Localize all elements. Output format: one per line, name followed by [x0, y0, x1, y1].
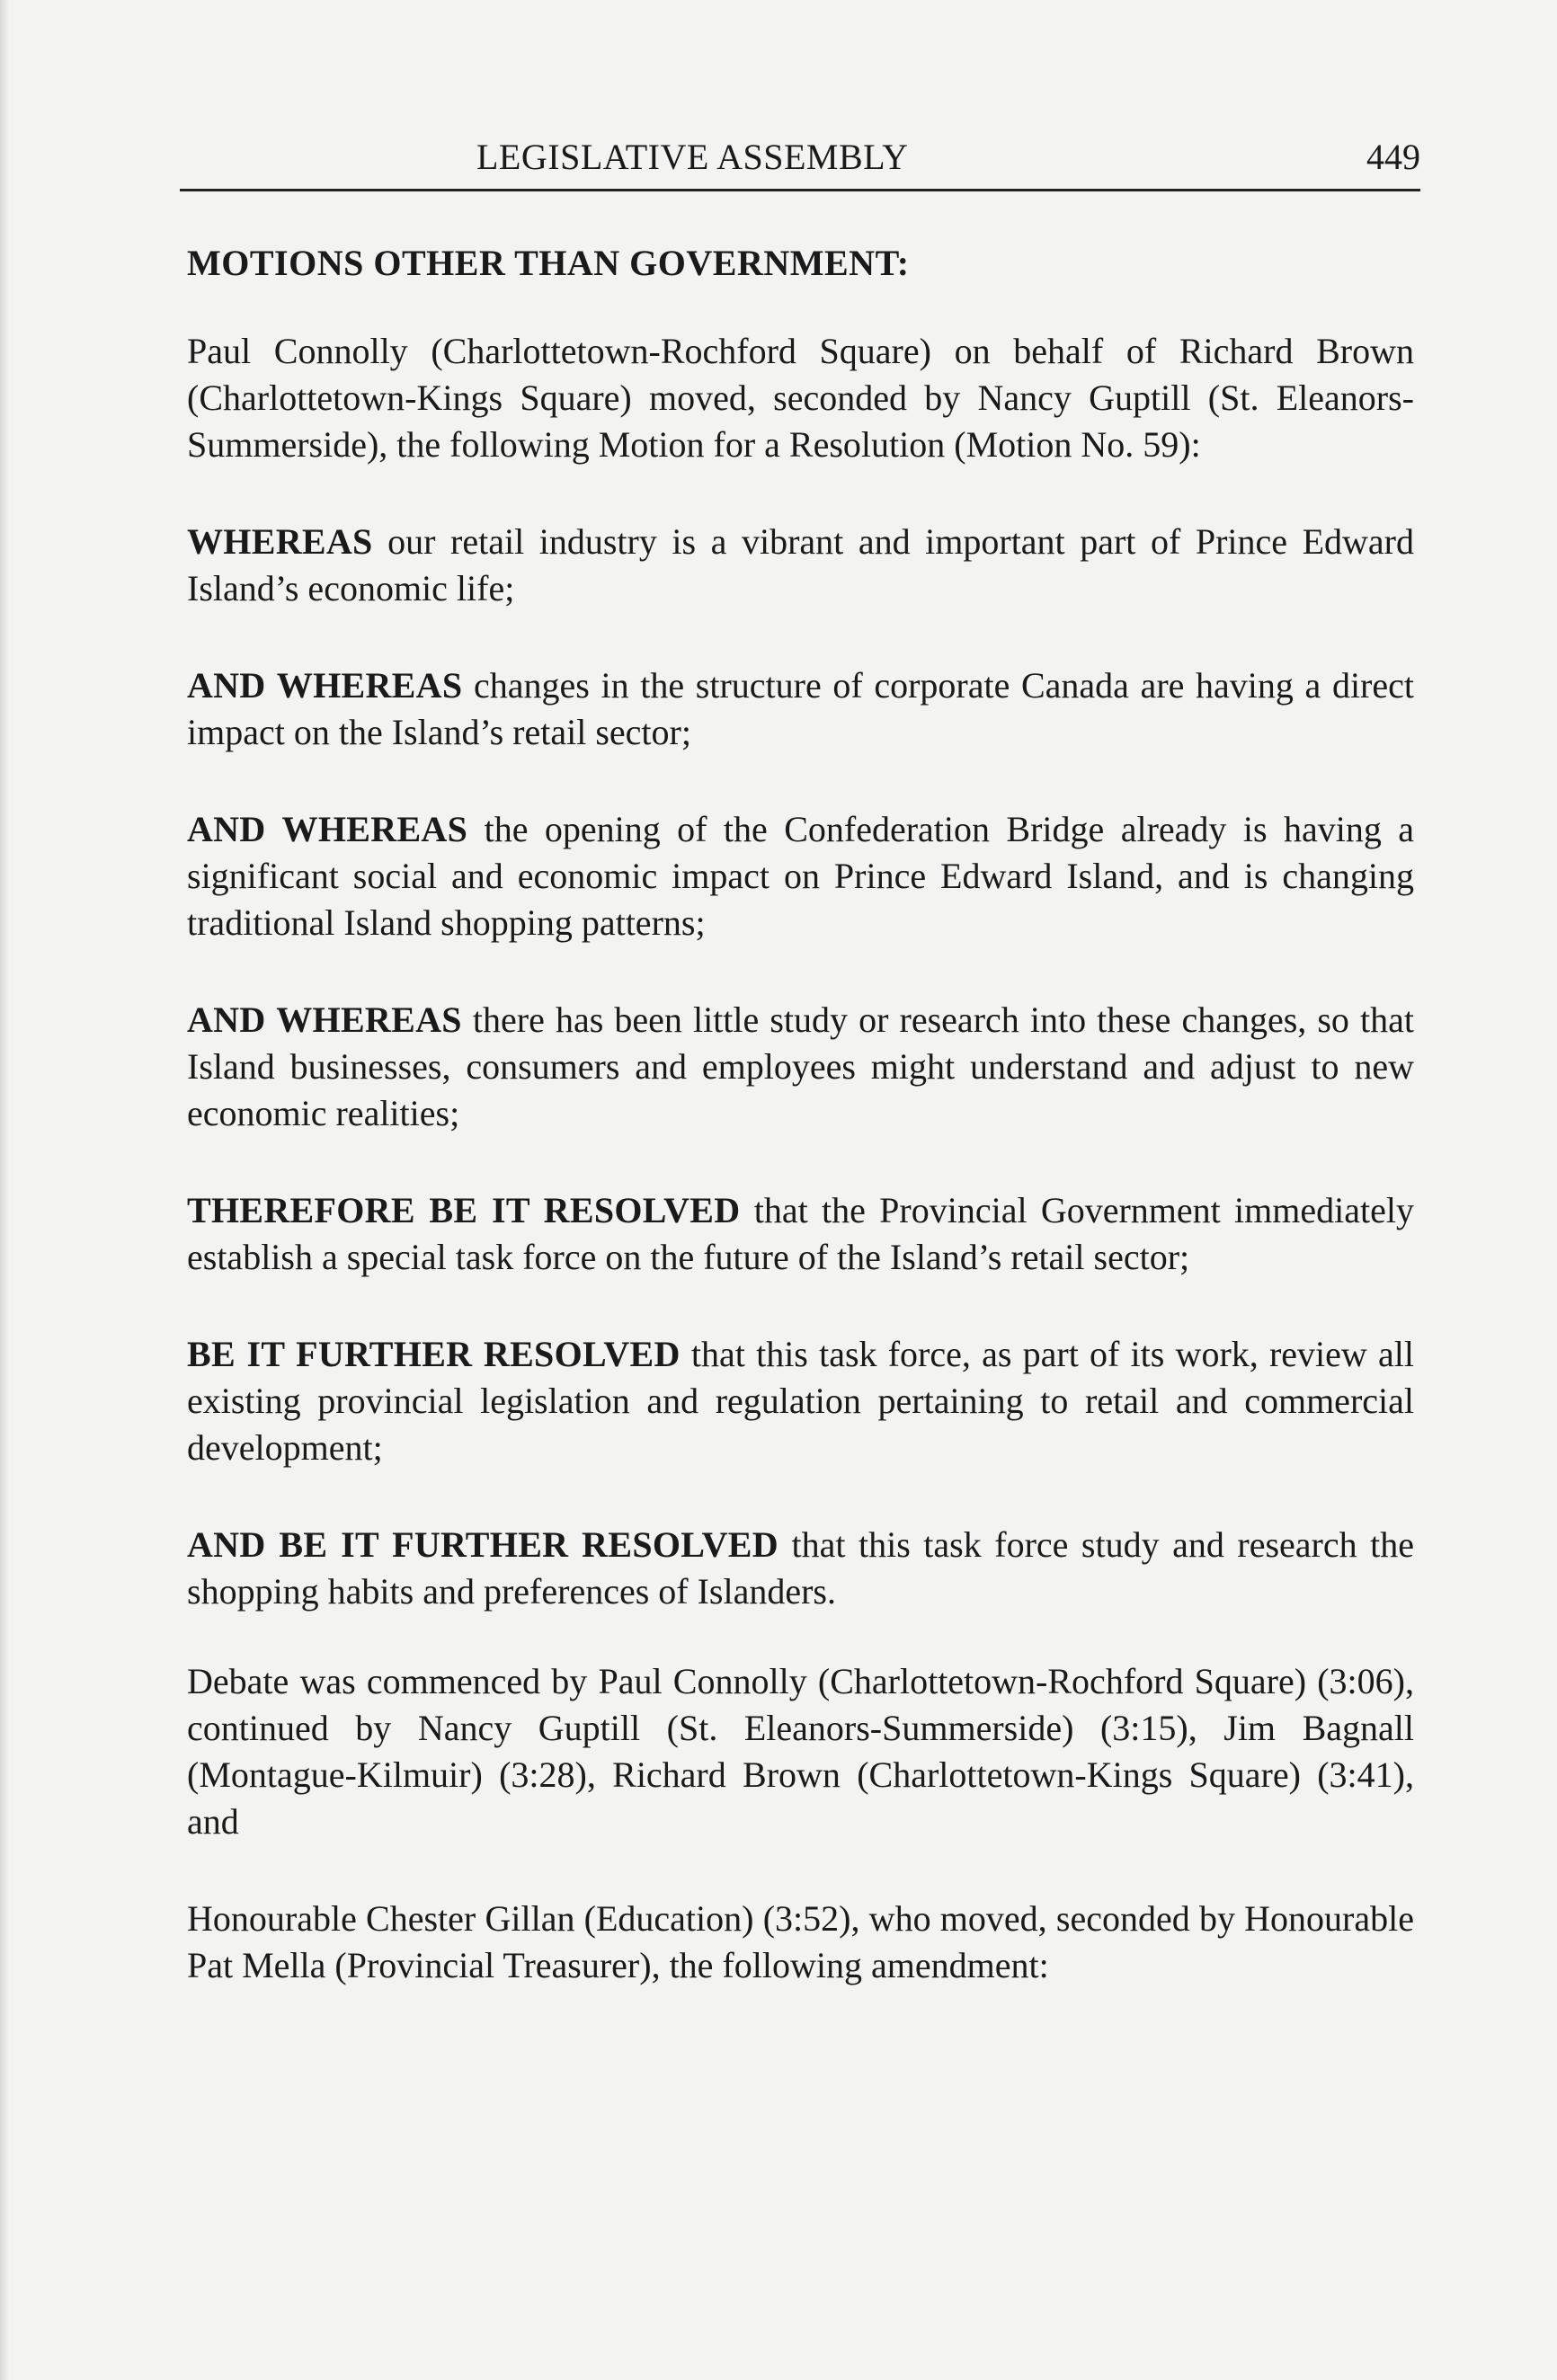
clause-lead: WHEREAS — [187, 521, 373, 562]
running-title: LEGISLATIVE ASSEMBLY — [476, 137, 909, 177]
amendment-paragraph — [187, 1896, 1414, 1989]
clause-lead: AND BE IT FURTHER RESOLVED — [187, 1524, 778, 1565]
clause-text: that the Provincial Government immediately establish a special task force on the future of the Island’s retail sector; — [187, 1190, 1414, 1277]
debate-paragraph — [187, 1658, 1414, 1845]
clause-lead: THEREFORE BE IT RESOLVED — [187, 1190, 741, 1230]
clause-text: the opening of the Confederation Bridge already is having a significant social and economic impact on Prince Edward Island, and is changing traditional Island shopping patterns; — [187, 809, 1414, 943]
clause-lead: AND WHEREAS — [187, 665, 463, 706]
paragraph-text: Honourable Chester Gillan (Education) (3:52), who moved, seconded by Honourable Pat Mella (Provincial Treasurer), the following amendment: — [187, 1898, 1414, 1985]
clause-text: that this task force study and research the shopping habits and preferences of Islanders. — [187, 1524, 1414, 1612]
clause-text: our retail industry is a vibrant and important part of Prince Edward Island’s economic life; — [187, 521, 1414, 608]
whereas-clause — [187, 997, 1414, 1137]
whereas-clause — [187, 519, 1414, 612]
clause-text: that this task force, as part of its work, review all existing provincial legislation and regulation pertaining to retail and commercial development; — [187, 1334, 1414, 1468]
page-edge-shadow — [0, 0, 9, 2380]
clause-text: changes in the structure of corporate Canada are having a direct impact on the Island’s retail sector; — [187, 665, 1414, 752]
resolved-clause — [187, 1187, 1414, 1281]
document-body — [187, 328, 1414, 2039]
resolved-clause — [187, 1522, 1414, 1615]
clause-lead: BE IT FURTHER RESOLVED — [187, 1334, 681, 1374]
running-header — [180, 135, 1420, 191]
motion-intro-paragraph — [187, 328, 1414, 468]
whereas-clause — [187, 662, 1414, 756]
resolved-clause — [187, 1331, 1414, 1471]
section-heading: MOTIONS OTHER THAN GOVERNMENT: — [187, 243, 910, 283]
paragraph-text: Paul Connolly (Charlottetown-Rochford Square) on behalf of Richard Brown (Charlottetown-Kings Square) moved, seconded by Nancy Guptill (St. Eleanors-Summerside), the following Motion for a Resolution (Motion No. 59): — [187, 331, 1414, 465]
whereas-clause — [187, 806, 1414, 946]
clause-lead: AND WHEREAS — [187, 809, 468, 849]
paragraph-text: Debate was commenced by Paul Connolly (Charlottetown-Rochford Square) (3:06), continued by Nancy Guptill (St. Eleanors-Summerside) (3:15), Jim Bagnall (Montague-Kilmuir) (3:28), Richard Brown (Charlottetown-Kings Square) (3:41), and — [187, 1661, 1414, 1842]
page-number: 449 — [1366, 137, 1420, 177]
clause-text: there has been little study or research into these changes, so that Island businesses, consumers and employees might understand and adjust to new economic realities; — [187, 999, 1414, 1133]
clause-lead: AND WHEREAS — [187, 999, 462, 1040]
